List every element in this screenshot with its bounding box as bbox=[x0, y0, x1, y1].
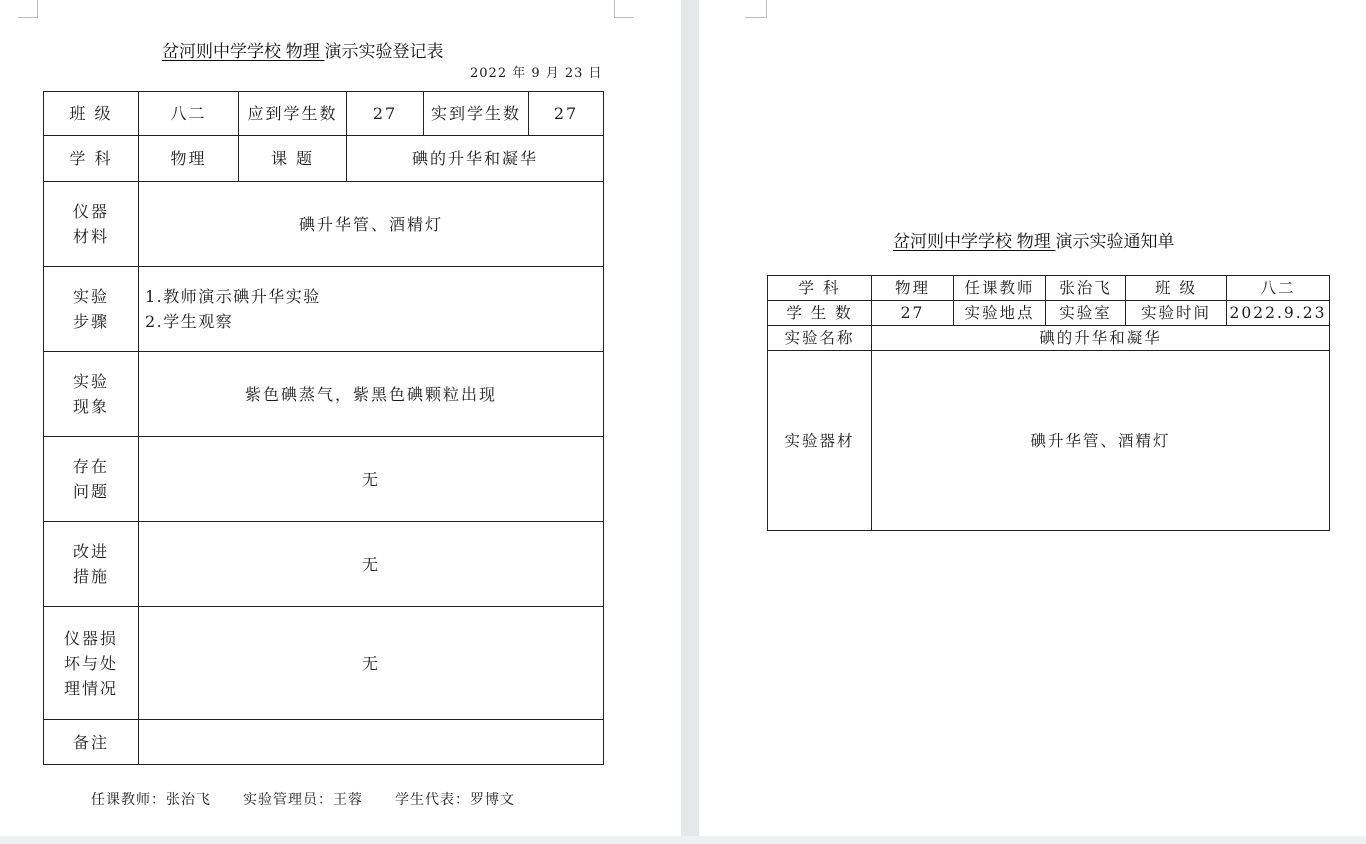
remarks-label: 备注 bbox=[44, 720, 139, 765]
subject-label: 学 科 bbox=[768, 276, 872, 301]
steps-value: 1.教师演示碘升华实验 2.学生观察 bbox=[139, 267, 604, 352]
title-school: 岔河则中学学校 bbox=[162, 42, 281, 61]
class-value: 八二 bbox=[139, 92, 239, 136]
page-corner-mark bbox=[745, 0, 767, 18]
table-row bbox=[44, 607, 604, 720]
improvement-value: 无 bbox=[139, 522, 604, 607]
page-corner-mark bbox=[18, 0, 38, 18]
time-label: 实验时间 bbox=[1126, 301, 1227, 326]
equipment-label: 实验器材 bbox=[768, 351, 872, 531]
expected-students-value: 27 bbox=[347, 92, 424, 136]
table-row bbox=[44, 92, 604, 136]
table-row bbox=[768, 326, 1330, 351]
equipment-value: 碘升华管、酒精灯 bbox=[872, 351, 1330, 531]
improvement-label: 改进 措施 bbox=[44, 522, 139, 607]
table-row bbox=[44, 267, 604, 352]
teacher-signature: 任课教师：张治飞 bbox=[91, 792, 211, 808]
actual-students-label: 实到学生数 bbox=[424, 92, 529, 136]
document-page-left bbox=[0, 0, 681, 836]
page-corner-mark bbox=[614, 0, 634, 18]
table-row bbox=[768, 351, 1330, 531]
steps-label: 实验 步骤 bbox=[44, 267, 139, 352]
registration-title bbox=[162, 37, 443, 62]
experiment-name-label: 实验名称 bbox=[768, 326, 872, 351]
table-row bbox=[44, 352, 604, 437]
remarks-value bbox=[139, 720, 604, 765]
class-label: 班 级 bbox=[44, 92, 139, 136]
registration-date: 2022 年 9 月 23 日 bbox=[470, 66, 603, 81]
damage-label: 仪器损 坏与处 理情况 bbox=[44, 607, 139, 720]
expected-students-label: 应到学生数 bbox=[239, 92, 347, 136]
registration-table bbox=[43, 91, 604, 765]
title-subject: 物理 bbox=[1012, 232, 1056, 251]
notice-title bbox=[893, 227, 1174, 252]
subject-value: 物理 bbox=[872, 276, 954, 301]
equipment-value: 碘升华管、酒精灯 bbox=[139, 182, 604, 267]
subject-value: 物理 bbox=[139, 136, 239, 182]
equipment-label: 仪器 材料 bbox=[44, 182, 139, 267]
class-label: 班 级 bbox=[1126, 276, 1227, 301]
table-row bbox=[768, 301, 1330, 326]
experiment-name-value: 碘的升华和凝华 bbox=[872, 326, 1330, 351]
table-row bbox=[44, 522, 604, 607]
subject-label: 学 科 bbox=[44, 136, 139, 182]
signature-line bbox=[91, 789, 547, 809]
time-value: 2022.9.23 bbox=[1227, 301, 1330, 326]
table-row bbox=[44, 136, 604, 182]
topic-label: 课 题 bbox=[239, 136, 347, 182]
students-value: 27 bbox=[872, 301, 954, 326]
teacher-value: 张治飞 bbox=[1046, 276, 1126, 301]
problems-label: 存在 问题 bbox=[44, 437, 139, 522]
notice-table bbox=[767, 275, 1330, 531]
title-suffix: 演示实验登记表 bbox=[324, 42, 444, 61]
phenomenon-label: 实验 现象 bbox=[44, 352, 139, 437]
problems-value: 无 bbox=[139, 437, 604, 522]
title-suffix: 演示实验通知单 bbox=[1055, 232, 1175, 251]
student-rep-signature: 学生代表：罗博文 bbox=[395, 792, 515, 808]
table-row bbox=[44, 182, 604, 267]
class-value: 八二 bbox=[1227, 276, 1330, 301]
title-subject: 物理 bbox=[281, 42, 325, 61]
table-row bbox=[44, 720, 604, 765]
document-page-right bbox=[699, 0, 1366, 836]
students-label: 学 生 数 bbox=[768, 301, 872, 326]
manager-signature: 实验管理员：王蓉 bbox=[243, 792, 363, 808]
teacher-label: 任课教师 bbox=[954, 276, 1046, 301]
title-school: 岔河则中学学校 bbox=[893, 232, 1012, 251]
location-label: 实验地点 bbox=[954, 301, 1046, 326]
phenomenon-value: 紫色碘蒸气，紫黑色碘颗粒出现 bbox=[139, 352, 604, 437]
actual-students-value: 27 bbox=[529, 92, 604, 136]
damage-value: 无 bbox=[139, 607, 604, 720]
status-strip bbox=[0, 836, 1366, 844]
topic-value: 碘的升华和凝华 bbox=[347, 136, 604, 182]
location-value: 实验室 bbox=[1046, 301, 1126, 326]
table-row bbox=[768, 276, 1330, 301]
table-row bbox=[44, 437, 604, 522]
